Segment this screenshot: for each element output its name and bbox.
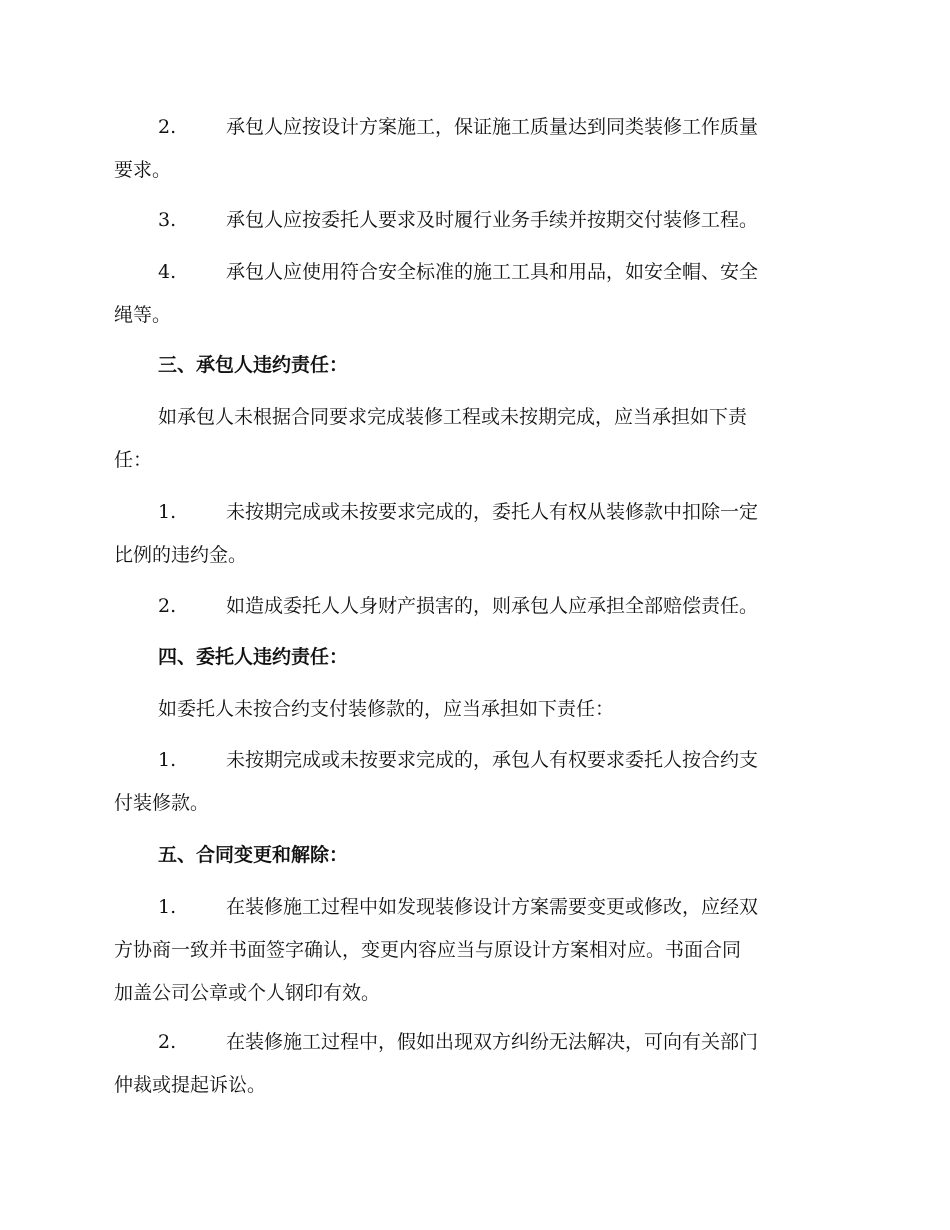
- clause-1: [114, 886, 834, 1015]
- clause-3: [114, 199, 834, 242]
- clause-number: 2.: [158, 1031, 177, 1053]
- clause-1: [114, 739, 834, 825]
- clause-text: 比例的违约金。: [114, 544, 248, 566]
- clause-text: 承包人应使用符合安全标准的施工工具和用品，如安全帽、安全: [226, 261, 759, 283]
- clause-2: [114, 106, 834, 192]
- clause-text: 承包人应按设计方案施工，保证施工质量达到同类装修工作质量: [226, 116, 759, 138]
- paragraph-text: 如委托人未按合约支付装修款的，应当承担如下责任：: [158, 698, 615, 720]
- clause-number: 1.: [158, 896, 177, 918]
- clause-text: 绳等。: [114, 304, 172, 326]
- clause-text: 承包人应按委托人要求及时履行业务手续并按期交付装修工程。: [226, 209, 759, 231]
- clause-text: 未按期完成或未按要求完成的，委托人有权从装修款中扣除一定: [226, 501, 759, 523]
- heading-text: 四、委托人违约责任：: [158, 646, 349, 668]
- clause-2: [114, 1021, 834, 1107]
- paragraph: [114, 396, 834, 482]
- clause-number: 2.: [158, 116, 177, 138]
- clause-1: [114, 491, 834, 577]
- clause-text: 加盖公司公章或个人钢印有效。: [114, 982, 381, 1004]
- paragraph: [114, 688, 834, 731]
- clause-number: 2.: [158, 595, 177, 617]
- heading-text: 五、合同变更和解除：: [158, 844, 349, 866]
- clause-number: 4.: [158, 261, 177, 283]
- clause-text: 要求。: [114, 159, 172, 181]
- clause-number: 1.: [158, 749, 177, 771]
- clause-text: 如造成委托人人身财产损害的，则承包人应承担全部赔偿责任。: [226, 595, 759, 617]
- clause-text: 在装修施工过程中，假如出现双方纠纷无法解决，可向有关部门: [226, 1031, 759, 1053]
- clause-text: 方协商一致并书面签字确认，变更内容应当与原设计方案相对应。书面合同: [114, 939, 742, 961]
- clause-2: [114, 585, 834, 628]
- clause-4: [114, 251, 834, 337]
- clause-text: 未按期完成或未按要求完成的，承包人有权要求委托人按合约支: [226, 749, 759, 771]
- clause-number: 1.: [158, 501, 177, 523]
- section-heading-3: [114, 344, 834, 387]
- clause-text: 付装修款。: [114, 792, 210, 814]
- section-heading-5: [114, 834, 834, 877]
- paragraph-text: 任：: [114, 449, 153, 471]
- paragraph-text: 如承包人未根据合同要求完成装修工程或未按期完成，应当承担如下责: [158, 406, 748, 428]
- heading-text: 三、承包人违约责任：: [158, 354, 349, 376]
- clause-text: 仲裁或提起诉讼。: [114, 1074, 267, 1096]
- clause-text: 在装修施工过程中如发现装修设计方案需要变更或修改，应经双: [226, 896, 759, 918]
- section-heading-4: [114, 636, 834, 679]
- clause-number: 3.: [158, 209, 177, 231]
